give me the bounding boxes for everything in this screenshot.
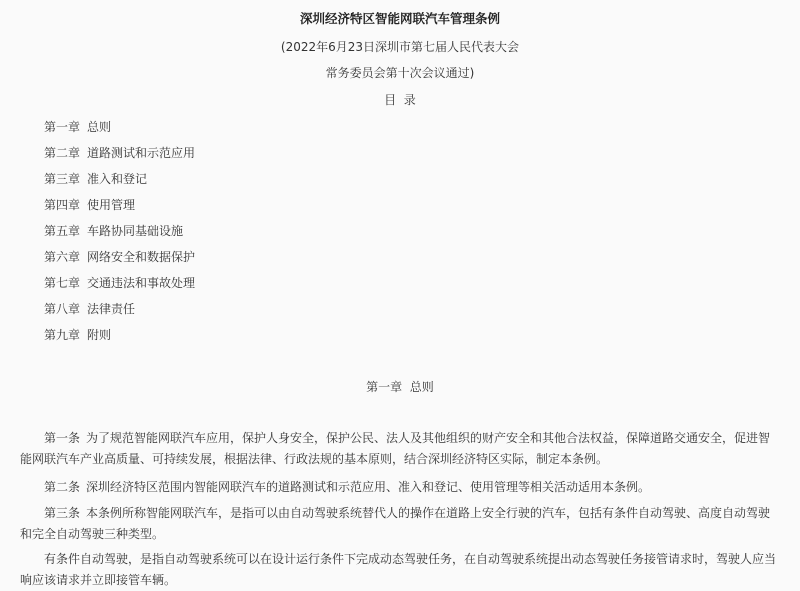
toc-item[interactable] xyxy=(44,222,183,239)
article-text: 本条例所称智能网联汽车，是指可以由自动驾驶系统替代人的操作在道路上安全行驶的汽车，包括有条件自动驾驶、高度自动驾驶和完全自动驾驶三种类型。 xyxy=(20,506,771,541)
toc-heading: 目 录 xyxy=(384,93,416,107)
toc-item[interactable] xyxy=(44,196,135,213)
article-paragraph xyxy=(20,477,780,498)
article-text: 深圳经济特区范围内智能网联汽车的道路测试和示范应用、准入和登记、使用管理等相关活动适用本条例。 xyxy=(86,480,651,494)
toc-chapter-title: 交通违法和事故处理 xyxy=(87,276,196,290)
toc-chapter-number: 第九章 xyxy=(44,328,81,342)
toc-chapter-number: 第二章 xyxy=(44,146,81,160)
adoption-note-line-1: (2022年6月23日深圳市第七届人民代表大会 xyxy=(280,40,520,54)
toc-chapter-title: 网络安全和数据保护 xyxy=(87,250,196,264)
article-paragraph xyxy=(20,428,780,470)
toc-chapter-number: 第三章 xyxy=(44,172,81,186)
adoption-note-line-2: 常务委员会第十次会议通过) xyxy=(325,66,475,80)
article-label: 第三条 xyxy=(44,506,81,520)
toc-chapter-number: 第七章 xyxy=(44,276,81,290)
article-text: 为了规范智能网联汽车应用，保护人身安全，保护公民、法人及其他组织的财产安全和其他合法权益，保障道路交通安全，促进智能网联汽车产业高质量、可持续发展，根据法律、行政法规的基本原则，结合深圳经济特区实际，制定本条例。 xyxy=(20,431,771,466)
toc-chapter-title: 道路测试和示范应用 xyxy=(87,146,196,160)
toc-chapter-number: 第一章 xyxy=(44,120,81,134)
toc-chapter-number: 第六章 xyxy=(44,250,81,264)
toc-chapter-title: 总则 xyxy=(87,120,112,134)
toc-item[interactable] xyxy=(44,248,195,265)
toc-chapter-number: 第八章 xyxy=(44,302,81,316)
toc-item[interactable] xyxy=(44,326,111,343)
toc-chapter-title: 法律责任 xyxy=(87,302,136,316)
chapter-heading: 第一章 总则 xyxy=(366,380,434,394)
toc-item[interactable] xyxy=(44,144,195,161)
toc-chapter-number: 第四章 xyxy=(44,198,81,212)
toc-item[interactable] xyxy=(44,300,135,317)
document-title: 深圳经济特区智能网联汽车管理条例 xyxy=(299,11,500,26)
toc-chapter-title: 使用管理 xyxy=(87,198,136,212)
toc-item[interactable] xyxy=(44,274,195,291)
article-label: 第二条 xyxy=(44,480,81,494)
article-label: 第一条 xyxy=(44,431,81,445)
toc-chapter-number: 第五章 xyxy=(44,224,81,238)
article-paragraph xyxy=(20,503,780,545)
toc-item[interactable] xyxy=(44,170,147,187)
toc-item[interactable] xyxy=(44,118,111,135)
body-paragraph: 有条件自动驾驶，是指自动驾驶系统可以在设计运行条件下完成动态驾驶任务，在自动驾驶系统提出动态驾驶任务接管请求时，驾驶人应当响应该请求并立即接管车辆。 xyxy=(20,552,777,587)
toc-chapter-title: 车路协同基础设施 xyxy=(87,224,184,238)
toc-chapter-title: 附则 xyxy=(87,328,112,342)
toc-chapter-title: 准入和登记 xyxy=(87,172,148,186)
